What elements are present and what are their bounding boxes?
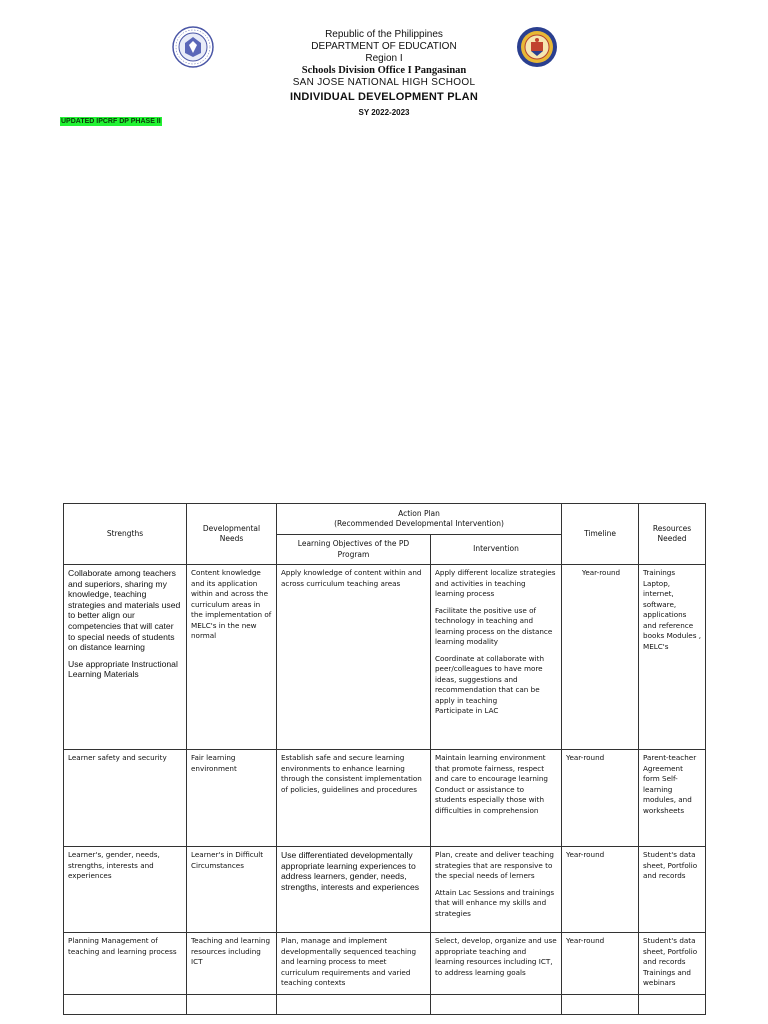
- cell-empty: [562, 995, 639, 1015]
- strength-text: Learner's, gender, needs, strengths, interests and experiences: [68, 850, 160, 880]
- cell-timeline: Year-round: [562, 847, 639, 933]
- document-header: [0, 29, 768, 119]
- table-row: [64, 847, 706, 933]
- region-label: Region I: [365, 53, 403, 64]
- cell-resources: Trainings Laptop, internet, software, applications and reference books Modules , MELC's: [639, 565, 706, 750]
- cell-empty: [431, 995, 562, 1015]
- phase-tag: UPDATED IPCRF DP PHASE II: [61, 118, 161, 125]
- cell-needs: Learner's in Difficult Circumstances: [187, 847, 277, 933]
- cell-intervention: [431, 847, 562, 933]
- cell-empty: [639, 995, 706, 1015]
- cell-needs: Content knowledge and its application within and across the curriculum areas in the implementation of MELC's in the new normal: [187, 565, 277, 750]
- strength-text: Learner safety and security: [68, 753, 167, 762]
- cell-empty: [64, 995, 187, 1015]
- cell-strengths: [64, 750, 187, 847]
- school-year: SY 2022-2023: [358, 108, 410, 117]
- strength-text: Planning Management of teaching and learning process: [68, 936, 177, 956]
- intervention-text: Coordinate at collaborate with peer/colleagues to have more ideas, suggestions and recommendation that can be apply in teaching: [435, 653, 545, 705]
- action-plan-sub: (Recommended Developmental Intervention): [334, 519, 504, 528]
- cell-objectives: Establish safe and secure learning environments to enhance learning through the consistent implementation of policies, guidelines and procedures: [277, 750, 431, 847]
- action-plan-label: Action Plan: [398, 508, 440, 518]
- header-objectives: Learning Objectives of the PD Program: [277, 535, 431, 565]
- header-action-plan: [277, 504, 562, 535]
- cell-empty: [277, 995, 431, 1015]
- republic-label: Republic of the Philippines: [325, 29, 443, 40]
- header-strengths: Strengths: [64, 504, 187, 565]
- header-timeline: Timeline: [562, 504, 639, 565]
- intervention-text: Conduct or assistance to students especially those with difficulties in comprehension: [435, 784, 545, 815]
- cell-needs: Teaching and learning resources including ICT: [187, 933, 277, 995]
- development-plan-table: [63, 503, 706, 1015]
- cell-timeline: Year-round: [562, 750, 639, 847]
- cell-resources: Student's data sheet, Portfolio and records: [639, 847, 706, 933]
- header-resources: Resources Needed: [639, 504, 706, 565]
- division-label: Schools Division Office I Pangasinan: [301, 65, 467, 76]
- intervention-text: Attain Lac Sessions and trainings that will enhance my skills and strategies: [435, 887, 555, 918]
- strength-text: Use appropriate Instructional Learning Materials: [68, 658, 178, 680]
- intervention-text: Plan, create and deliver teaching strategies that are responsive to the special needs of lerners: [435, 850, 554, 880]
- table-row: [64, 995, 706, 1015]
- table-row: [64, 750, 706, 847]
- header-intervention: Intervention: [431, 535, 562, 565]
- document-title: INDIVIDUAL DEVELOPMENT PLAN: [290, 91, 478, 103]
- cell-objectives: Apply knowledge of content within and across curriculum teaching areas: [277, 565, 431, 750]
- cell-strengths: [64, 933, 187, 995]
- cell-timeline: Year-round: [562, 933, 639, 995]
- strength-text: Collaborate among teachers and superiors, sharing my knowledge, teaching strategies and materials used to better align our competencies that will cater to special needs of students on distance learning: [68, 568, 181, 653]
- cell-strengths: [64, 565, 187, 750]
- intervention-text: Select, develop, organize and use appropriate teaching and learning resources including ICT, to address learning goals: [435, 936, 557, 977]
- cell-intervention: [431, 750, 562, 847]
- header-needs: Developmental Needs: [187, 504, 277, 565]
- cell-strengths: [64, 847, 187, 933]
- cell-intervention: [431, 565, 562, 750]
- cell-resources: Parent-teacher Agreement form Self-learning modules, and worksheets: [639, 750, 706, 847]
- school-label: SAN JOSE NATIONAL HIGH SCHOOL: [292, 77, 476, 88]
- cell-intervention: [431, 933, 562, 995]
- department-label: DEPARTMENT OF EDUCATION: [311, 41, 457, 52]
- cell-resources: Student's data sheet, Portfolio and records Trainings and webinars: [639, 933, 706, 995]
- cell-objectives: Use differentiated developmentally appropriate learning experiences to address learners, gender, needs, strengths, interests and experiences: [277, 847, 431, 933]
- cell-objectives: Plan, manage and implement developmentally sequenced teaching and learning process to meet curriculum requirements and varied teaching contexts: [277, 933, 431, 995]
- intervention-text: Apply different localize strategies and activities in teaching learning process: [435, 568, 556, 598]
- cell-timeline: Year-round: [562, 565, 639, 750]
- cell-needs: Fair learning environment: [187, 750, 277, 847]
- cell-empty: [187, 995, 277, 1015]
- table-row: [64, 565, 706, 750]
- intervention-text: Maintain learning environment that promote fairness, respect and care to encourage learning: [435, 753, 548, 783]
- intervention-text: Facilitate the positive use of technology in teaching and learning process on the distance learning modality: [435, 605, 553, 646]
- intervention-text: Participate in LAC: [435, 706, 499, 715]
- table-row: [64, 933, 706, 995]
